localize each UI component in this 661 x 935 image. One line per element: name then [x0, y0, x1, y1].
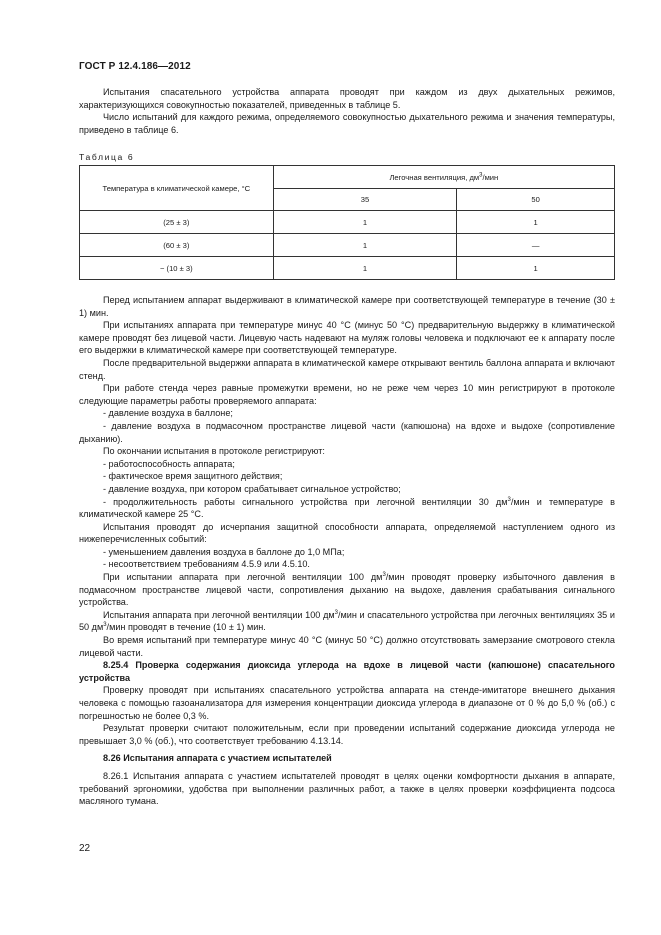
count-cell: 1 — [457, 211, 615, 234]
standard-header: ГОСТ Р 12.4.186—2012 — [79, 61, 191, 72]
paragraph: Перед испытанием аппарат выдерживают в климатической камере при соответствующей температуре в течение (30 ± 1) мин. — [79, 295, 615, 318]
paragraph: При испытании аппарата при легочной вентиляции 100 $дм^3$/мин проводят проверку избыточного давления в подмасочном пространстве лицевой части, сопротивления дыханию на выдохе, давления срабатывания сигнального устройства. — [79, 572, 615, 608]
list-item: - давление воздуха в баллоне; — [103, 408, 233, 419]
section-heading: 8.25.4 Проверка содержания диоксида углерода на вдохе в лицевой части (капюшоне) спасательного устройства — [79, 660, 615, 683]
list-item: - уменьшением давления воздуха в баллоне до 1,0 МПа; — [103, 546, 345, 557]
list-item: - давление воздуха, при котором срабатывает сигнальное устройство; — [103, 483, 401, 494]
count-cell: 1 — [273, 211, 457, 234]
paragraph: Испытания спасательного устройства аппарата проводят при каждом из двух дыхательных режимов, характеризующихся совокупностью показателей, приведенных в таблице 5. — [79, 87, 615, 110]
temperature-cell: − (10 ± 3) — [80, 257, 274, 280]
table-header-row — [80, 166, 615, 189]
paragraph: 8.26.1 Испытания аппарата с участием испытателей проводят в целях оценки комфортности дыхания в аппарате, требований эргономики, удобства при выполнении различных работ, а также в целях проверки коэффициента подсоса масляного тумана. — [79, 770, 615, 807]
table-6 — [79, 165, 615, 280]
intro-text — [79, 86, 615, 136]
paragraph: По окончании испытания в протоколе регистрируют: — [103, 446, 325, 457]
section-heading: 8.26 Испытания аппарата с участием испытателей — [103, 753, 332, 764]
paragraph: После предварительной выдержки аппарата в климатической камере открывают вентиль баллона аппарата и включают стенд. — [79, 357, 615, 381]
temperature-column-header: Температура в климатической камере, °С — [80, 166, 274, 211]
paragraph: Число испытаний для каждого режима, определяемого совокупностью дыхательного режима и значения температуры, приведено в таблице 6. — [79, 112, 615, 135]
count-cell: 1 — [273, 234, 457, 257]
table-caption: Таблица 6 — [79, 152, 135, 162]
page-number: 22 — [79, 843, 91, 854]
count-cell: 1 — [273, 257, 457, 280]
table-row — [80, 211, 615, 234]
paragraph: При работе стенда через равные промежутки времени, но не реже чем через 10 мин регистрируют в протоколе следующие параметры работы проверяемого аппарата: — [79, 383, 615, 406]
temperature-cell: (60 ± 3) — [80, 234, 274, 257]
ventilation-50-header: 50 — [457, 189, 615, 211]
list-item: - несоответствием требованиям 4.5.9 или 4.5.10. — [103, 559, 310, 570]
ventilation-group-header: Легочная вентиляция, $дм^3$/мин — [273, 166, 614, 189]
table-row — [80, 234, 615, 257]
main-text — [79, 294, 615, 808]
paragraph: Проверку проводят при испытаниях спасательного устройства аппарата на стенде-имитаторе внешнего дыхания человека с помощью газоанализатора для измерения концентрации диоксида углерода в диапазоне от 0 % до 5,0 % (об.) с погрешностью не более 0,3 %. — [79, 685, 615, 721]
paragraph: При испытаниях аппарата при температуре минус 40 °С (минус 50 °С) предварительную выдержку в климатической камере проводят без лицевой части. Лицевую часть надевают на муляж головы человека и подключают ее к аппарату после его выдержки в климатической камере при соответствующей температуре. — [79, 320, 615, 356]
count-cell: 1 — [457, 257, 615, 280]
list-item: - продолжительность работы сигнального устройства при легочной вентиляции 30 $дм^3$/мин и температуре в климатической камере 25 °С. — [79, 496, 615, 520]
list-item: - давление воздуха в подмасочном пространстве лицевой части (капюшона) на вдохе и выдохе (сопротивление дыханию). — [79, 420, 615, 444]
paragraph: Испытания аппарата при легочной вентиляции 100 $дм^3$/мин и спасательного устройства при легочных вентиляциях 35 и 50 $дм^3$/мин проводят в течение (10 ± 1) мин. — [79, 609, 615, 633]
list-item: - фактическое время защитного действия; — [103, 471, 283, 482]
count-cell: — — [457, 234, 615, 257]
temperature-cell: (25 ± 3) — [80, 211, 274, 234]
paragraph: Во время испытаний при температуре минус 40 °С (минус 50 °С) должно отсутствовать замерзание смотрового стекла лицевой части. — [79, 635, 615, 658]
paragraph: Испытания проводят до исчерпания защитной способности аппарата, определяемой наступлением одного из нижеперечисленных событий: — [79, 521, 615, 545]
ventilation-35-header: 35 — [273, 189, 457, 211]
paragraph: Результат проверки считают положительным, если при проведении испытаний содержание диоксида углерода не превышает 3,0 % (об.), что соответствует требованию 4.13.14. — [79, 723, 615, 746]
list-item: - работоспособность аппарата; — [103, 458, 235, 469]
table-row — [80, 257, 615, 280]
